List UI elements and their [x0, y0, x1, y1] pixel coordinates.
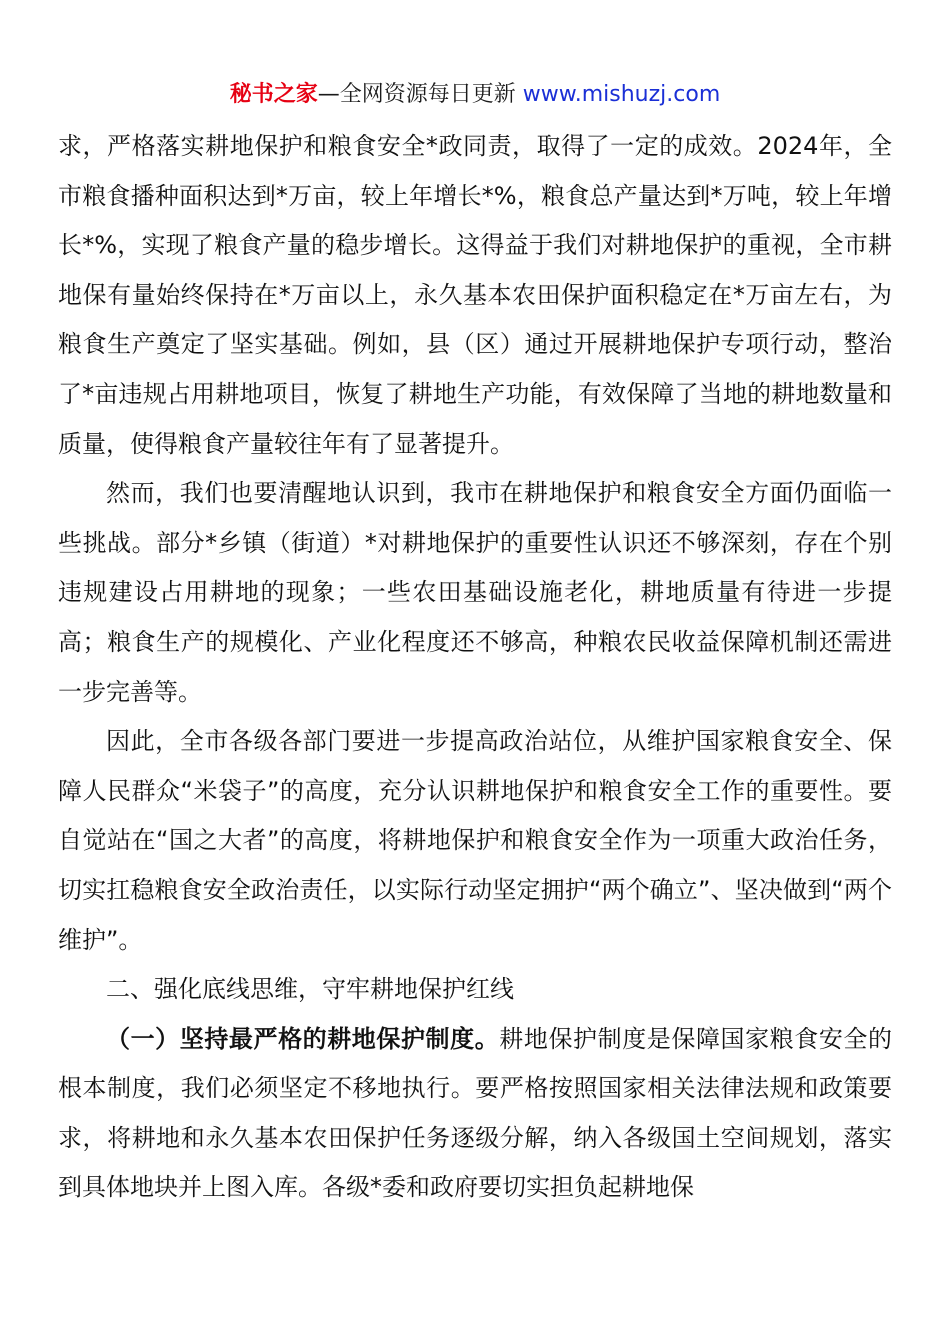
header-url-link[interactable]: www.mishuzj.com — [522, 82, 721, 107]
body-paragraph: 求，严格落实耕地保护和粮食安全*政同责，取得了一定的成效。2024年，全市粮食播种面积达到*万亩，较上年增长*%，粮食总产量达到*万吨，较上年增长*%，实现了粮食产量的稳步增长。这得益于我们对耕地保护的重视，全市耕地保有量始终保持在*万亩以上，永久基本农田保护面积稳定在*万亩左右，为粮食生产奠定了坚实基础。例如，县（区）通过开展耕地保护专项行动，整治了*亩违规占用耕地项目，恢复了耕地生产功能，有效保障了当地的耕地数量和质量，使得粮食产量较往年有了显著提升。 — [58, 132, 892, 458]
body-paragraph: 因此，全市各级各部门要进一步提高政治站位，从维护国家粮食安全、保障人民群众“米袋子”的高度，充分认识耕地保护和粮食安全工作的重要性。要自觉站在“国之大者”的高度，将耕地保护和粮食安全作为一项重大政治任务，切实扛稳粮食安全政治责任，以实际行动坚定拥护“两个确立”、坚决做到“两个维护”。 — [58, 727, 892, 954]
subsection-paragraph — [58, 1015, 892, 1213]
body-paragraph: 然而，我们也要清醒地认识到，我市在耕地保护和粮食安全方面仍面临一些挑战。部分*乡镇（街道）*对耕地保护的重要性认识还不够深刻，存在个别违规建设占用耕地的现象；一些农田基础设施老化，耕地质量有待进一步提高；粮食生产的规模化、产业化程度还不够高，种粮农民收益保障机制还需进一步完善等。 — [58, 479, 892, 706]
page-header — [0, 80, 950, 110]
brand-name: 秘书之家 — [229, 82, 318, 107]
subsection-body: 耕地保护制度是保障国家粮食安全的根本制度，我们必须坚定不移地执行。要严格按照国家相关法律法规和政策要求，将耕地和永久基本农田保护任务逐级分解，纳入各级国土空间规划，落实到具体地块并上图入库。各级*委和政府要切实担负起耕地保 — [58, 1024, 893, 1202]
document-body — [58, 122, 892, 1213]
header-tagline: —全网资源每日更新 — [317, 82, 516, 107]
section-heading: 二、强化底线思维，守牢耕地保护红线 — [106, 975, 514, 1004]
subsection-heading: （一）坚持最严格的耕地保护制度。 — [106, 1024, 500, 1053]
